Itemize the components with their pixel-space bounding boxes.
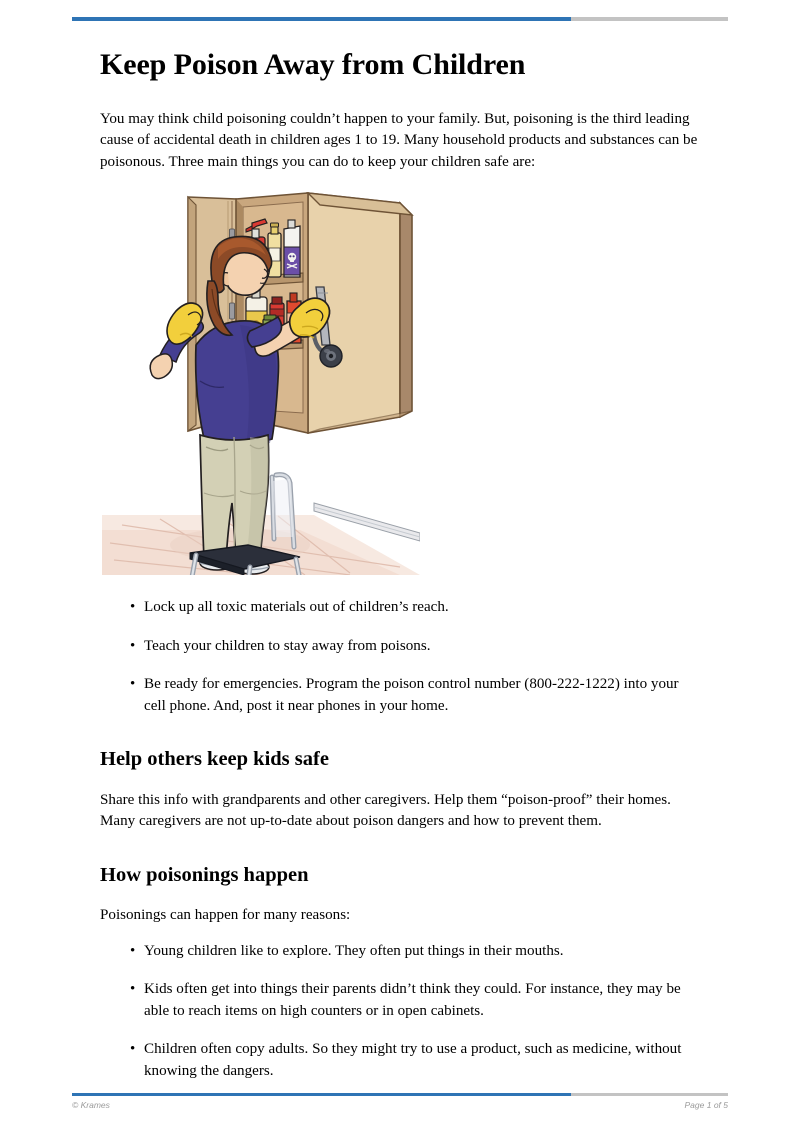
list-item-text: Teach your children to stay away from poisons. — [144, 637, 431, 654]
header-divider-gray-segment — [571, 17, 728, 21]
footer-page-number: Page 1 of 5 — [684, 1100, 728, 1110]
footer-copyright: © Krames — [72, 1100, 110, 1110]
list-item-text: Young children like to explore. They often put things in their mouths. — [144, 942, 564, 959]
bullet-icon: • — [130, 981, 136, 998]
page-footer — [72, 1100, 728, 1110]
page-title: Keep Poison Away from Children — [100, 48, 526, 81]
bullet-icon: • — [130, 942, 136, 959]
poison-safety-illustration — [100, 185, 420, 575]
list-item-text: Be ready for emergencies. Program the poison control number (800-222-1222) into your cell phone. And, post it near phones in your home. — [144, 676, 679, 714]
footer-divider — [72, 1093, 728, 1096]
header-divider — [72, 17, 728, 21]
section-paragraph-help-others: Share this info with grandparents and other caregivers. Help them “poison-proof” their homes. Many caregivers are not up-to-date about poison dangers and how to prevent them. — [100, 791, 671, 830]
section-paragraph-how-poisonings-happen: Poisonings can happen for many reasons: — [100, 907, 351, 924]
list-item-text: Children often copy adults. So they might try to use a product, such as medicine, without knowing the dangers. — [144, 1041, 682, 1079]
list-item — [100, 674, 700, 717]
intro-paragraph: You may think child poisoning couldn’t happen to your family. But, poisoning is the third leading cause of accidental death in children ages 1 to 19. Many household products and substances can be poisonous. Three main things you can do to keep your children safe are: — [100, 110, 698, 170]
how-poisonings-bullet-list — [100, 941, 700, 1082]
bullet-icon: • — [130, 599, 136, 616]
footer-divider-blue-segment — [72, 1093, 571, 1096]
list-item — [100, 636, 700, 657]
list-item — [100, 597, 700, 618]
bullet-icon: • — [130, 637, 136, 654]
legs — [200, 435, 269, 563]
list-item — [100, 979, 700, 1022]
section-heading-how-poisonings-happen: How poisonings happen — [100, 863, 309, 886]
document-content — [100, 48, 700, 1082]
section-heading-help-others: Help others keep kids safe — [100, 747, 329, 770]
list-item — [100, 941, 700, 962]
footer-divider-gray-segment — [571, 1093, 728, 1096]
safety-bullet-list — [100, 597, 700, 717]
list-item — [100, 1039, 700, 1082]
bullet-icon: • — [130, 1041, 136, 1058]
list-item-text: Kids often get into things their parents didn’t think they could. For instance, they may be able to reach items on high counters or in open cabinets. — [144, 981, 681, 1019]
header-divider-blue-segment — [72, 17, 571, 21]
bullet-icon: • — [130, 676, 136, 693]
list-item-text: Lock up all toxic materials out of children’s reach. — [144, 599, 449, 616]
